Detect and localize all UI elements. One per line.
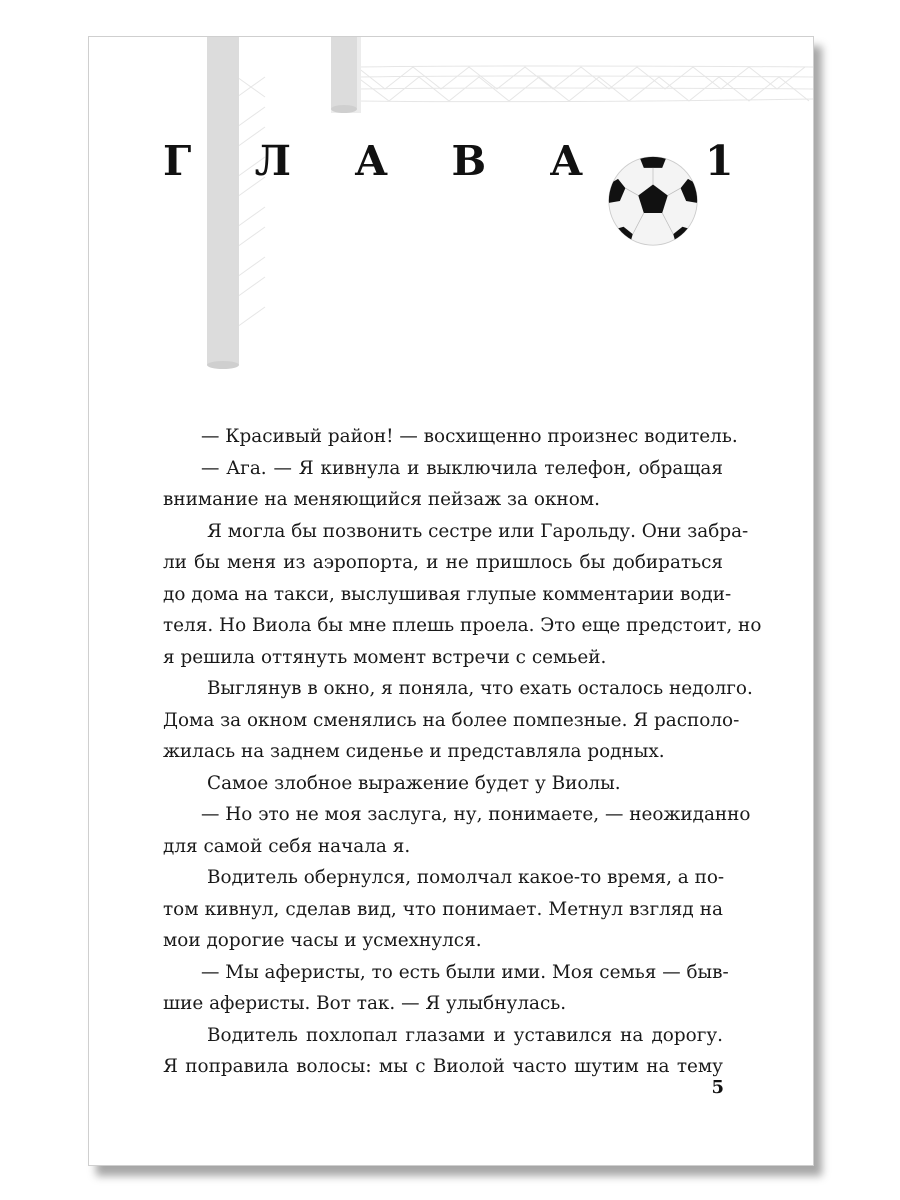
- text-line: ли бы меня из аэропорта, и не пришлось бы добираться: [163, 552, 723, 573]
- text-line: — Красивый район! — восхищенно произнес водитель.: [201, 426, 738, 447]
- page-number: 5: [711, 1077, 724, 1098]
- chapter-heading: [163, 137, 583, 185]
- text-line: Я поправила волосы: мы с Виолой часто шутим на тему: [163, 1056, 723, 1077]
- text-line: Выглянув в окно, я поняла, что ехать осталось недолго.: [207, 678, 753, 699]
- chapter-letter: В: [451, 137, 487, 185]
- chapter-text: [163, 421, 762, 1083]
- chapter-letter: Л: [254, 137, 292, 185]
- text-line: Самое злобное выражение будет у Виолы.: [207, 772, 621, 794]
- text-line: внимание на меняющийся пейзаж за окном.: [163, 489, 600, 510]
- text-line: теля. Но Виола бы мне плешь проела. Это еще предстоит, но: [163, 615, 762, 636]
- text-line: Водитель обернулся, помолчал какое-то время, а по-: [207, 867, 725, 888]
- text-line: — Но это не моя заслуга, ну, понимаете, — неожиданно: [201, 804, 751, 825]
- book-page: [88, 36, 814, 1166]
- chapter-number: 1: [705, 137, 734, 185]
- chapter-letter: А: [354, 137, 388, 185]
- text-line: том кивнул, сделав вид, что понимает. Метнул взгляд на: [163, 898, 723, 920]
- chapter-letter: А: [549, 137, 583, 185]
- goal-post-illustration: [89, 37, 813, 377]
- chapter-letter: Г: [163, 137, 192, 185]
- text-line: Дома за окном сменялись на более помпезные. Я располо-: [163, 709, 740, 731]
- text-line: — Ага. — Я кивнула и выключила телефон, обращая: [201, 457, 723, 479]
- goal-net: [237, 66, 813, 327]
- goal-post-left: [207, 37, 239, 365]
- text-line: я решила оттянуть момент встречи с семьей.: [163, 646, 607, 668]
- text-line: шие аферисты. Вот так. — Я улыбнулась.: [163, 993, 567, 1014]
- text-line: для самой себя начала я.: [163, 835, 411, 857]
- text-line: — Мы аферисты, то есть были ими. Моя семья — быв-: [201, 961, 729, 983]
- text-line: до дома на такси, выслушивая глупые комментарии води-: [163, 583, 732, 605]
- text-line: Водитель похлопал глазами и уставился на дорогу.: [207, 1024, 723, 1046]
- text-line: жилась на заднем сиденье и представляла родных.: [163, 741, 665, 762]
- text-line: Я могла бы позвонить сестре или Гарольду. Они забра-: [207, 520, 749, 542]
- soccer-ball-icon: [607, 155, 699, 247]
- goal-post-right: [331, 37, 357, 109]
- text-line: мои дорогие часы и усмехнулся.: [163, 930, 482, 951]
